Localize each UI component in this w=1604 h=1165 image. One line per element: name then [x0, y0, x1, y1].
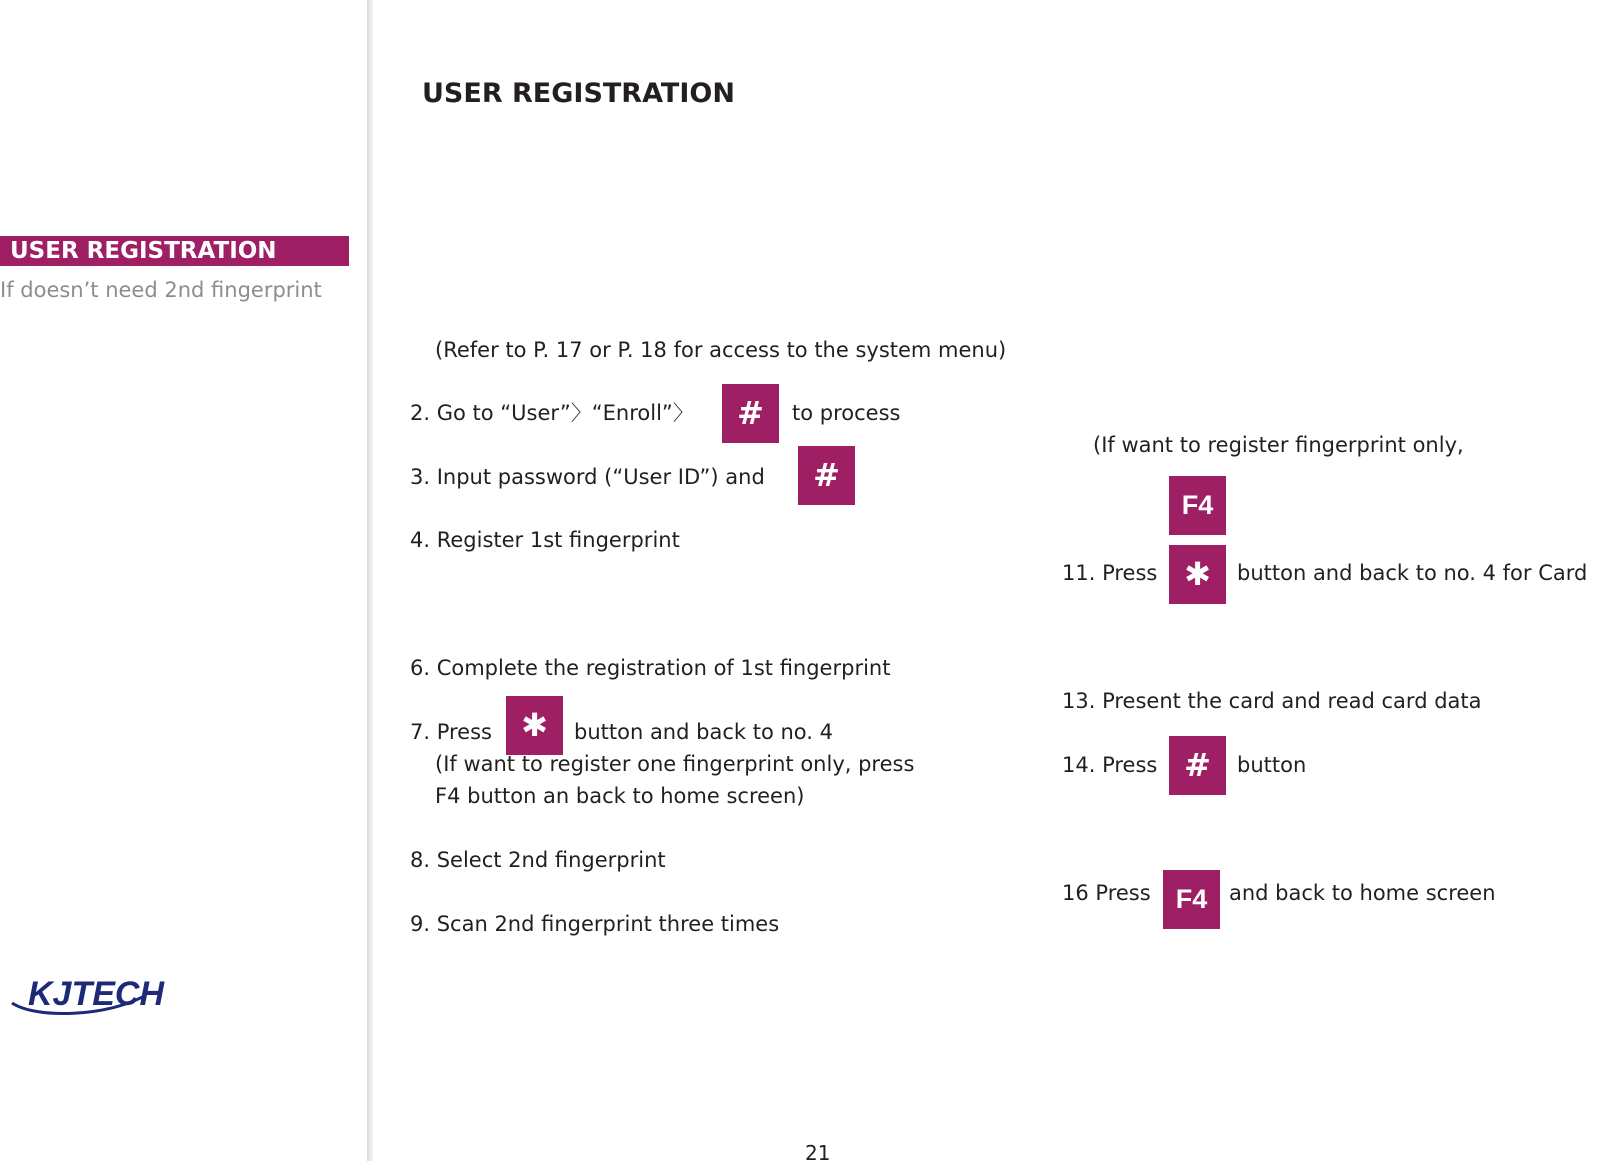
- step-14-text-end: button: [1237, 753, 1307, 777]
- step-7-note-line-2: F4 button an back to home screen): [435, 784, 805, 808]
- fingerprint-only-note: (If want to register fingerprint only,: [1093, 433, 1464, 457]
- step-16-text-end: and back to home screen: [1229, 881, 1496, 905]
- sidebar-divider: [367, 0, 373, 1161]
- page-title: USER REGISTRATION: [422, 78, 735, 109]
- asterisk-key-icon: ✱: [506, 696, 563, 755]
- hash-key-icon: #: [722, 384, 779, 443]
- step-11-text-end: button and back to no. 4 for Card: [1237, 561, 1588, 585]
- step-7-text: 7. Press: [410, 720, 492, 744]
- f4-key-icon: F4: [1163, 870, 1220, 929]
- hash-key-icon: #: [1169, 736, 1226, 795]
- hash-key-icon: #: [798, 446, 855, 505]
- sidebar-section-banner: USER REGISTRATION: [0, 236, 349, 266]
- step-7-note-line-1: (If want to register one fingerprint only, press: [435, 752, 915, 776]
- step-2-text: 2. Go to “User”〉“Enroll”〉: [410, 401, 694, 425]
- step-3-text: 3. Input password (“User ID”) and: [410, 465, 765, 489]
- step-11-text: 11. Press: [1062, 561, 1158, 585]
- refer-note: (Refer to P. 17 or P. 18 for access to the system menu): [435, 338, 1007, 362]
- kjtech-logo: [8, 955, 165, 1055]
- step-16-text: 16 Press: [1062, 881, 1151, 905]
- logo-text: KJTECH: [28, 975, 165, 1013]
- step-8-text: 8. Select 2nd fingerprint: [410, 848, 666, 872]
- step-14-text: 14. Press: [1062, 753, 1158, 777]
- step-2-text-end: to process: [792, 401, 901, 425]
- step-13-text: 13. Present the card and read card data: [1062, 689, 1482, 713]
- f4-key-icon: F4: [1169, 476, 1226, 535]
- step-9-text: 9. Scan 2nd fingerprint three times: [410, 912, 780, 936]
- page-number: 21: [805, 1141, 831, 1165]
- kjtech-logo-icon: [8, 955, 165, 1055]
- step-7-text-end: button and back to no. 4: [574, 720, 833, 744]
- step-4-text: 4. Register 1st fingerprint: [410, 528, 680, 552]
- asterisk-key-icon: ✱: [1169, 545, 1226, 604]
- step-6-text: 6. Complete the registration of 1st fingerprint: [410, 656, 891, 680]
- sidebar-subtitle: If doesn’t need 2nd fingerprint: [0, 278, 322, 302]
